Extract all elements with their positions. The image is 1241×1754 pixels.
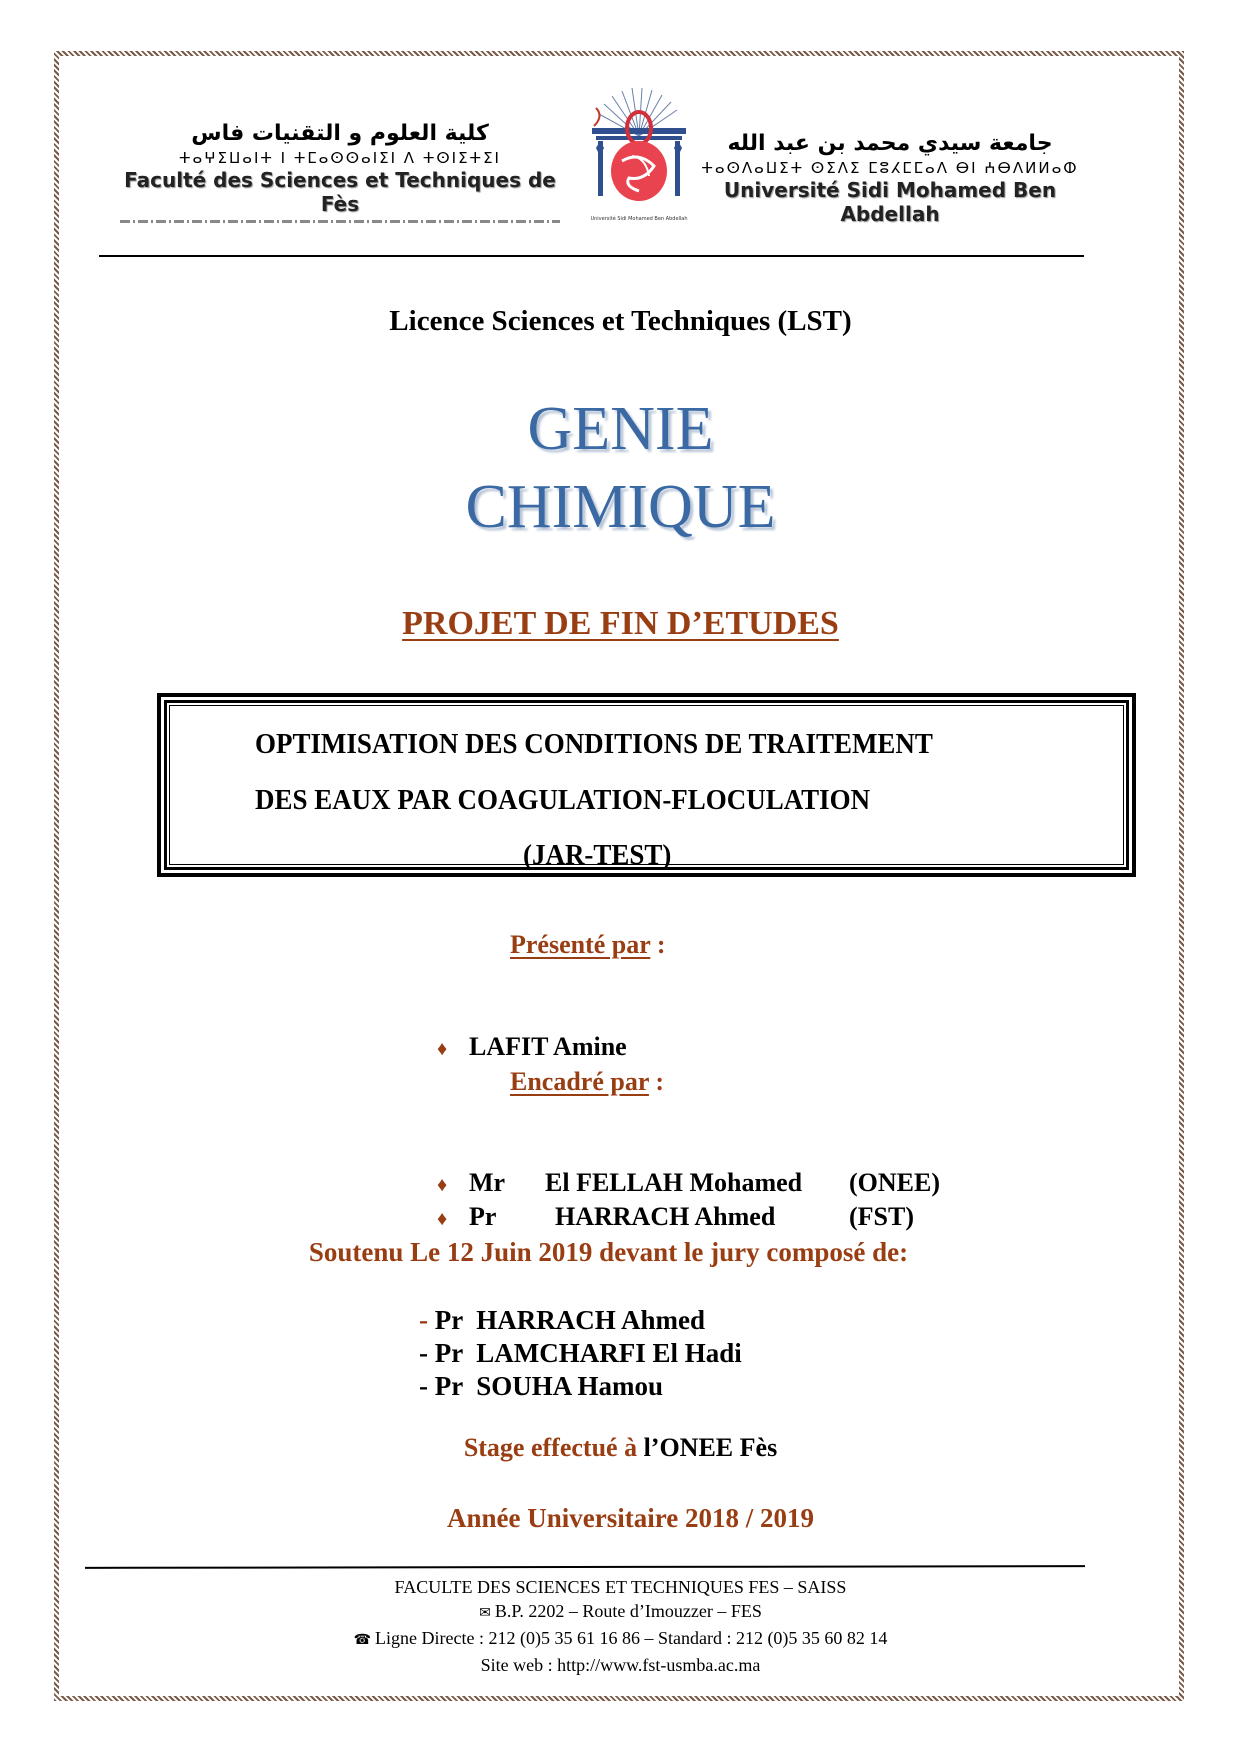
mailbox-icon: ✉ <box>479 1606 491 1621</box>
footer-institution: FACULTE DES SCIENCES ET TECHNIQUES FES – SAISS <box>394 1577 847 1597</box>
university-name-arabic: جامعة سيدي محمد بن عبد الله <box>727 131 1053 156</box>
diamond-bullet-icon: ♦ <box>437 1174 448 1196</box>
faculty-name-latin: Faculté des Sciences et Techniques de Fès <box>124 168 556 216</box>
supervisor-title: Mr <box>469 1168 506 1197</box>
jury-member: - Pr LAMCHARFI El Hadi <box>419 1338 742 1368</box>
degree-title: Licence Sciences et Techniques (LST) <box>389 305 852 337</box>
field-title-line-1: GENIE <box>527 395 714 463</box>
footer <box>0 1575 1241 1677</box>
header-divider <box>99 255 1084 257</box>
defense-statement: Soutenu Le 12 Juin 2019 devant le jury composé de: <box>308 1237 909 1267</box>
supervisor-title: Pr <box>469 1202 497 1231</box>
field-title-line-2: CHIMIQUE <box>465 473 776 541</box>
thesis-title-line-1: OPTIMISATION DES CONDITIONS DE TRAITEMENT <box>255 728 933 760</box>
thesis-title-line-3: (JAR-TEST) <box>523 839 672 871</box>
supervisor-item <box>424 1172 914 1232</box>
student-item <box>424 1002 627 1062</box>
university-name-tifinagh: ⵜⴰⵙⴷⴰⵡⵉⵜ ⵙⵉⴷⵉ ⵎⵓⵃⵎⵎⴰⴷ ⴱⵏ ⵄⴱⴷⵍⵍⴰⵀ <box>701 159 1079 177</box>
university-name-latin: Université Sidi Mohamed Ben Abdellah <box>723 178 1057 226</box>
university-crest-icon <box>584 86 694 206</box>
student-name: LAFIT Amine <box>469 1032 627 1061</box>
project-type-heading: PROJET DE FIN D’ETUDES <box>402 605 839 642</box>
thesis-title-box <box>157 693 1136 877</box>
academic-year: Année Universitaire 2018 / 2019 <box>447 1503 814 1533</box>
diamond-bullet-icon: ♦ <box>437 1038 448 1060</box>
supervised-by-label: Encadré par : <box>510 1067 665 1096</box>
field-title <box>0 390 1241 546</box>
presented-by-label: Présenté par : <box>510 930 666 959</box>
supervisor-name: El FELLAH Mohamed <box>545 1168 803 1197</box>
faculty-name-arabic: كلية العلوم و التقنيات فاس <box>191 121 489 146</box>
thesis-title-line-2: DES EAUX PAR COAGULATION-FLOCULATION <box>255 784 871 816</box>
jury-member: - Pr HARRACH Ahmed <box>419 1305 706 1335</box>
university-logo <box>584 86 694 222</box>
jury-member: - Pr SOUHA Hamou <box>419 1371 664 1401</box>
footer-phones: ☎ Ligne Directe : 212 (0)5 35 61 16 86 – Standard : 212 (0)5 35 60 82 14 <box>0 1626 1241 1653</box>
footer-address: ✉ B.P. 2202 – Route d’Imouzzer – FES <box>0 1599 1241 1626</box>
faculty-decorative-rule <box>120 220 560 223</box>
supervisor-org: (FST) <box>849 1202 914 1231</box>
internship-location: Stage effectué à l’ONEE Fès <box>463 1433 778 1462</box>
faculty-header <box>110 120 570 223</box>
footer-website[interactable]: Site web : http://www.fst-usmba.ac.ma <box>480 1655 761 1675</box>
logo-caption: Université Sidi Mohamed Ben Abdellah <box>590 216 688 222</box>
university-header <box>700 130 1080 226</box>
diamond-bullet-icon: ♦ <box>437 1208 448 1230</box>
supervisor-name: HARRACH Ahmed <box>555 1202 776 1231</box>
supervisor-org: (ONEE) <box>849 1168 940 1197</box>
telephone-icon: ☎ <box>353 1633 372 1648</box>
faculty-name-tifinagh: ⵜⴰⵖⵉⵡⴰⵏⵜ ⵏ ⵜⵎⴰⵙⵙⴰⵏⵉⵏ ⴷ ⵜⵙⵏⵉⵜⵉⵏ <box>179 149 501 167</box>
